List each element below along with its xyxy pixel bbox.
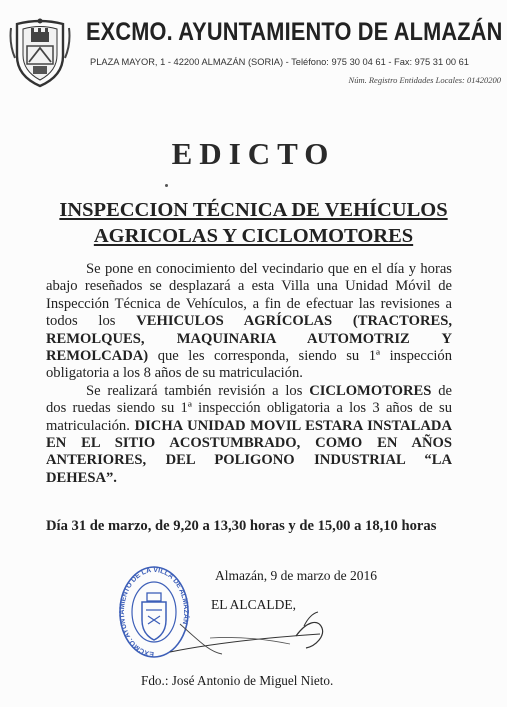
paragraph-2-text-b: de dos ruedas siendo su 1ª inspección obligatoria a los 3 años de su matriculación.: [46, 382, 452, 434]
town-crest-icon: [9, 18, 71, 88]
paragraph-1-bold-a: VEHICULOS AGRÍCOLAS (TRACTORES, REMOLQUES, MAQUINARIA AUTOMOTRIZ Y REMOLCADA): [46, 313, 452, 365]
subject-line-2: AGRICOLAS Y CICLOMOTORES: [93, 225, 414, 247]
paragraph-2: [46, 383, 452, 487]
scan-speck: [165, 184, 168, 187]
inspection-schedule: Día 31 de marzo, de 9,20 a 13,30 horas y de 15,00 a 18,10 horas: [46, 518, 437, 534]
signer-role: EL ALCALDE,: [211, 597, 296, 612]
document-title: EDICTO: [171, 136, 336, 171]
place-and-date: Almazán, 9 de marzo de 2016: [215, 568, 377, 583]
document-subject: [0, 197, 507, 249]
organization-name: EXCMO. AYUNTAMIENTO DE ALMAZÁN: [86, 18, 503, 46]
paragraph-1-text-a: Se pone en conocimiento del vecindario que en el día y horas abajo reseñados se desplazará a esta Villa una Unidad Móvil de Inspección Técnica de Vehículos, a fin de efectuar las revisiones a todos los: [46, 261, 452, 330]
paragraph-2-text-a: Se realizará también revisión a los: [86, 382, 310, 399]
signer-name: Fdo.: José Antonio de Miguel Nieto.: [141, 673, 334, 688]
edict-body: [46, 261, 452, 487]
registry-number: Núm. Registro Entidades Locales: 01420200: [348, 75, 501, 85]
seal-ring-text: EXCMO. AYUNTAMIENTO DE LA VILLA DE ALMAZÁN: [119, 566, 190, 658]
paragraph-2-bold-b: DICHA UNIDAD MOVIL ESTARA INSTALADA EN EL SITIO ACOSTUMBRADO, COMO EN AÑOS ANTERIORES, DEL POLIGONO INDUSTRIAL “LA DEHESA”.: [46, 417, 453, 486]
organization-address: PLAZA MAYOR, 1 - 42200 ALMAZÁN (SORIA) - Teléfono: 975 30 04 61 - Fax: 975 31 00 61: [90, 57, 469, 67]
paragraph-2-bold-a: CICLOMOTORES: [309, 382, 432, 399]
paragraph-1: [46, 261, 452, 383]
paragraph-1-text-b: que les corresponda, siendo su 1ª inspección obligatoria a los 8 años de su matriculación.: [46, 348, 452, 382]
subject-line-1: INSPECCION TÉCNICA DE VEHÍCULOS: [59, 199, 448, 221]
